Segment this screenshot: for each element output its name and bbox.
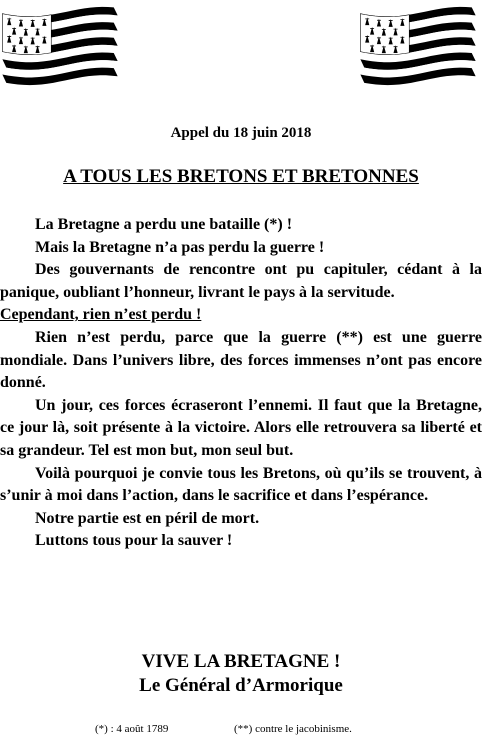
paragraph: Un jour, ces forces écraseront l’ennemi. Il faut que la Bretagne, ce jour là, soit présente à la victoire. Alors elle retrouvera sa liberté et sa grandeur. Tel est mon but, mon seul but. <box>0 396 482 459</box>
paragraph: Rien n’est perdu, parce que la guerre (**) est une guerre mondiale. Dans l’univers libre, des forces immenses n’ont pas encore donné. <box>0 328 482 392</box>
closing-slogan: VIVE LA BRETAGNE ! <box>141 651 341 672</box>
breton-flag-right <box>360 4 478 88</box>
breton-flag-left <box>2 4 120 88</box>
paragraph: Notre partie est en péril de mort. <box>35 509 260 527</box>
headline: A TOUS LES BRETONS ET BRETONNES <box>63 166 419 187</box>
appeal-body <box>0 214 482 553</box>
paragraph: Des gouvernants de rencontre ont pu capituler, cédant à la panique, oubliant l’honneur, livrant le pays à la servitude. <box>0 261 482 301</box>
paragraph: Mais la Bretagne n’a pas perdu la guerre ! <box>35 238 325 256</box>
closing <box>0 650 482 698</box>
footnote: (*) : 4 août 1789 <box>95 723 169 735</box>
paragraph: Luttons tous pour la sauver ! <box>35 532 233 550</box>
paragraph: La Bretagne a perdu une bataille (*) ! <box>35 216 293 233</box>
subheading: Cependant, rien n’est perdu ! <box>0 306 202 324</box>
date-line: Appel du 18 juin 2018 <box>170 125 312 141</box>
signature: Le Général d’Armorique <box>139 675 343 696</box>
paragraph: Voilà pourquoi je convie tous les Bretons, où qu’ils se trouvent, à s’unir à moi dans l’action, dans le sacrifice et dans l’espérance. <box>0 464 482 505</box>
footnote: (**) contre le jacobinisme. <box>234 723 352 735</box>
